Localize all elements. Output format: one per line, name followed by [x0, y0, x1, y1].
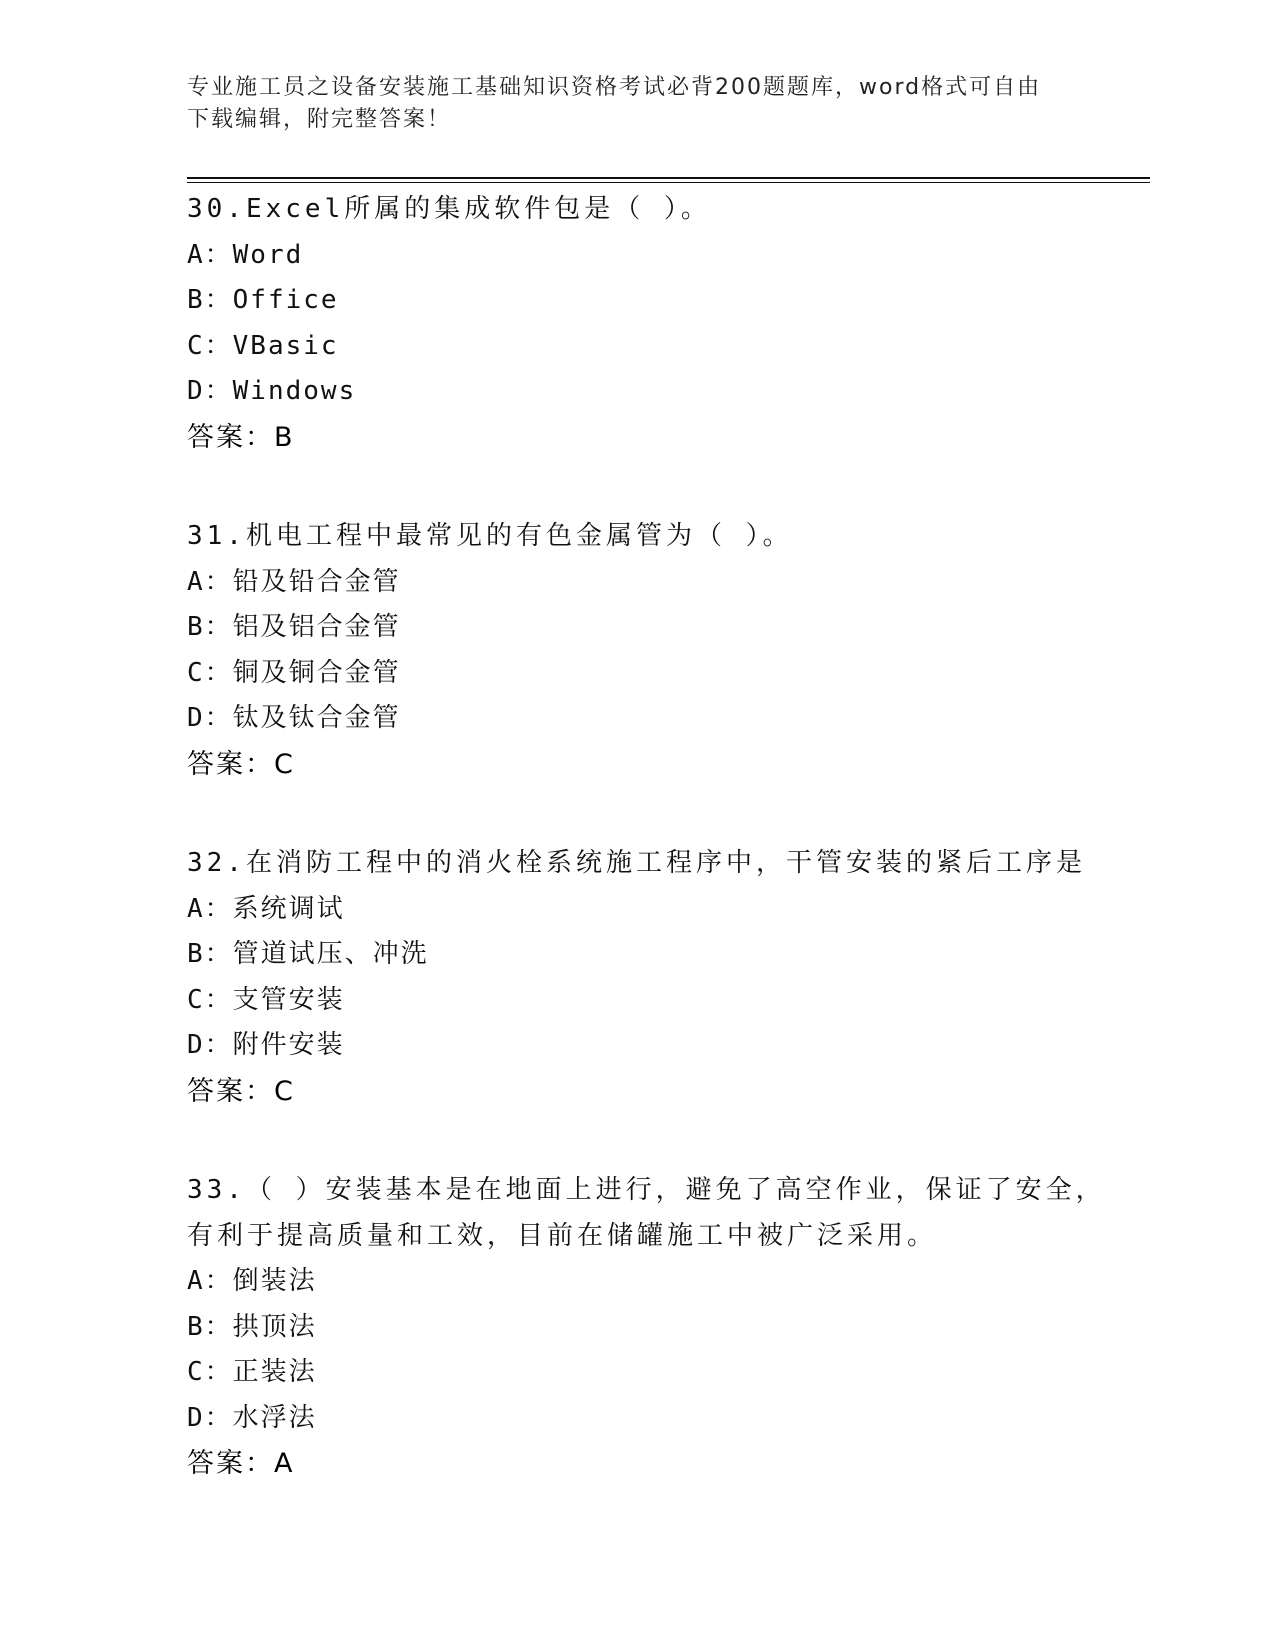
header-divider-thick: [187, 177, 1150, 179]
option-c: C：VBasic: [187, 330, 339, 361]
option-b: B：铝及铝合金管: [187, 612, 401, 642]
question-30: [187, 187, 1117, 460]
option-a: A：铅及铅合金管: [187, 566, 401, 597]
question-31: [187, 514, 1117, 787]
header-line-1: 专业施工员之设备安装施工基础知识资格考试必背200题题库，word格式可自由: [187, 75, 1042, 100]
answer-label: 答案：C: [187, 748, 295, 780]
option-c: C：铜及铜合金管: [187, 657, 401, 688]
header-line-2: 下载编辑，附完整答案！: [187, 107, 452, 132]
option-a: A：倒装法: [187, 1266, 317, 1296]
question-stem: 32.在消防工程中的消火栓系统施工程序中，干管安装的紧后工序是: [187, 848, 1086, 878]
option-c: C：支管安装: [187, 984, 345, 1015]
option-d: D：钛及钛合金管: [187, 703, 401, 733]
answer-label: 答案：B: [187, 421, 295, 453]
answer-label: 答案：A: [187, 1448, 295, 1479]
question-stem: 30.Excel所属的集成软件包是（ ）。: [187, 194, 711, 224]
question-32: [187, 841, 1117, 1114]
option-b: B：管道试压、冲洗: [187, 939, 429, 969]
document-header: [187, 72, 1087, 136]
option-a: A：Word: [187, 239, 304, 270]
question-stem: 31.机电工程中最常见的有色金属管为（ ）。: [187, 521, 793, 551]
question-list: [187, 187, 1117, 1541]
question-stem: 33.（ ）安装基本是在地面上进行，避免了高空作业，保证了安全，有利于提高质量和工效，目前在储罐施工中被广泛采用。: [187, 1175, 1106, 1251]
question-33: [187, 1168, 1117, 1487]
answer-label: 答案：C: [187, 1075, 295, 1107]
header-divider-thin: [187, 182, 1150, 183]
option-d: D：水浮法: [187, 1402, 317, 1433]
option-c: C：正装法: [187, 1357, 317, 1387]
option-d: D：Windows: [187, 376, 357, 406]
option-d: D：附件安装: [187, 1030, 345, 1060]
option-b: B：拱顶法: [187, 1311, 317, 1342]
option-a: A：系统调试: [187, 893, 345, 924]
option-b: B：Office: [187, 285, 339, 315]
